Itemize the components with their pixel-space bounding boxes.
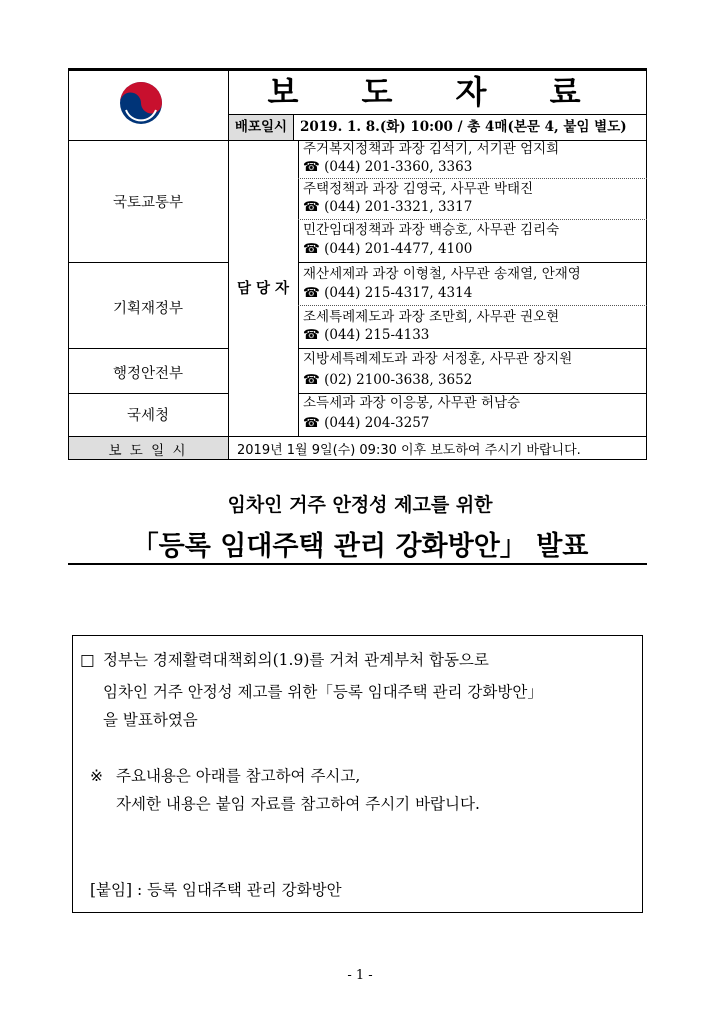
contact-label: 담 당 자: [236, 281, 290, 297]
agency-molit: 국토교통부: [112, 195, 184, 211]
agency-nts: 국세청: [126, 408, 170, 424]
headline-title: 「등록 임대주택 관리 강화방안」 발표: [131, 531, 589, 562]
contact-3-phone: ☎ (044) 201-4477, 4100: [303, 241, 473, 257]
agency-mois: 행정안전부: [112, 366, 184, 382]
release-label: 배포일시: [234, 119, 288, 135]
note-line-1: 주요내용은 아래를 참고하여 주시고,: [116, 767, 361, 785]
contact-2-name: 주택정책과 과장 김영국, 사무관 박태진: [303, 181, 534, 197]
agency-moef: 기획재정부: [112, 301, 184, 317]
page-number: - 1 -: [347, 968, 373, 983]
contact-1-name: 주거복지정책과 과장 김석기, 서기관 엄지희: [303, 141, 560, 157]
headline-subtitle: 임차인 거주 안정성 제고를 위한: [227, 494, 493, 516]
embargo-datetime: 2019년 1월 9일(수) 09:30 이후 보도하여 주시기 바랍니다.: [237, 443, 581, 458]
contact-7-name: 소득세과 과장 이응봉, 사무관 허남승: [303, 395, 521, 411]
summary-line-1: 정부는 경제활력대책회의(1.9)를 거쳐 관계부처 합동으로: [103, 651, 489, 669]
note-line-2: 자세한 내용은 붙임 자료를 참고하여 주시기 바랍니다.: [116, 795, 480, 813]
summary-bullet: □: [80, 651, 95, 669]
contact-1-phone: ☎ (044) 201-3360, 3363: [303, 159, 473, 175]
contact-7-phone: ☎ (044) 204-3257: [303, 415, 430, 431]
release-datetime: 2019. 1. 8.(화) 10:00 / 총 4매(본문 4, 붙임 별도): [300, 119, 627, 135]
contact-5-phone: ☎ (044) 215-4133: [303, 327, 430, 343]
contact-4-phone: ☎ (044) 215-4317, 4314: [303, 285, 473, 301]
contact-6-phone: ☎ (02) 2100-3638, 3652: [303, 372, 473, 388]
embargo-label: 보 도 일 시: [108, 443, 188, 459]
contact-6-name: 지방세특례제도과 과장 서정훈, 사무관 장지원: [303, 351, 573, 367]
contact-3-name: 민간임대정책과 과장 백승호, 사무관 김리숙: [303, 222, 560, 238]
summary-line-3: 을 발표하였음: [103, 711, 198, 729]
government-emblem-icon: [118, 80, 164, 126]
contact-4-name: 재산세제과 과장 이형철, 사무관 송재열, 안재영: [303, 266, 581, 282]
document-title: 보 도 자 료: [267, 73, 607, 111]
contact-5-name: 조세특례제도과 과장 조만희, 사무관 권오현: [303, 309, 560, 325]
contact-2-phone: ☎ (044) 201-3321, 3317: [303, 199, 473, 215]
summary-line-2: 임차인 거주 안정성 제고를 위한「등록 임대주택 관리 강화방안」: [103, 683, 543, 701]
note-mark: ※: [90, 767, 103, 785]
attachment-line: [붙임] : 등록 임대주택 관리 강화방안: [90, 881, 342, 899]
